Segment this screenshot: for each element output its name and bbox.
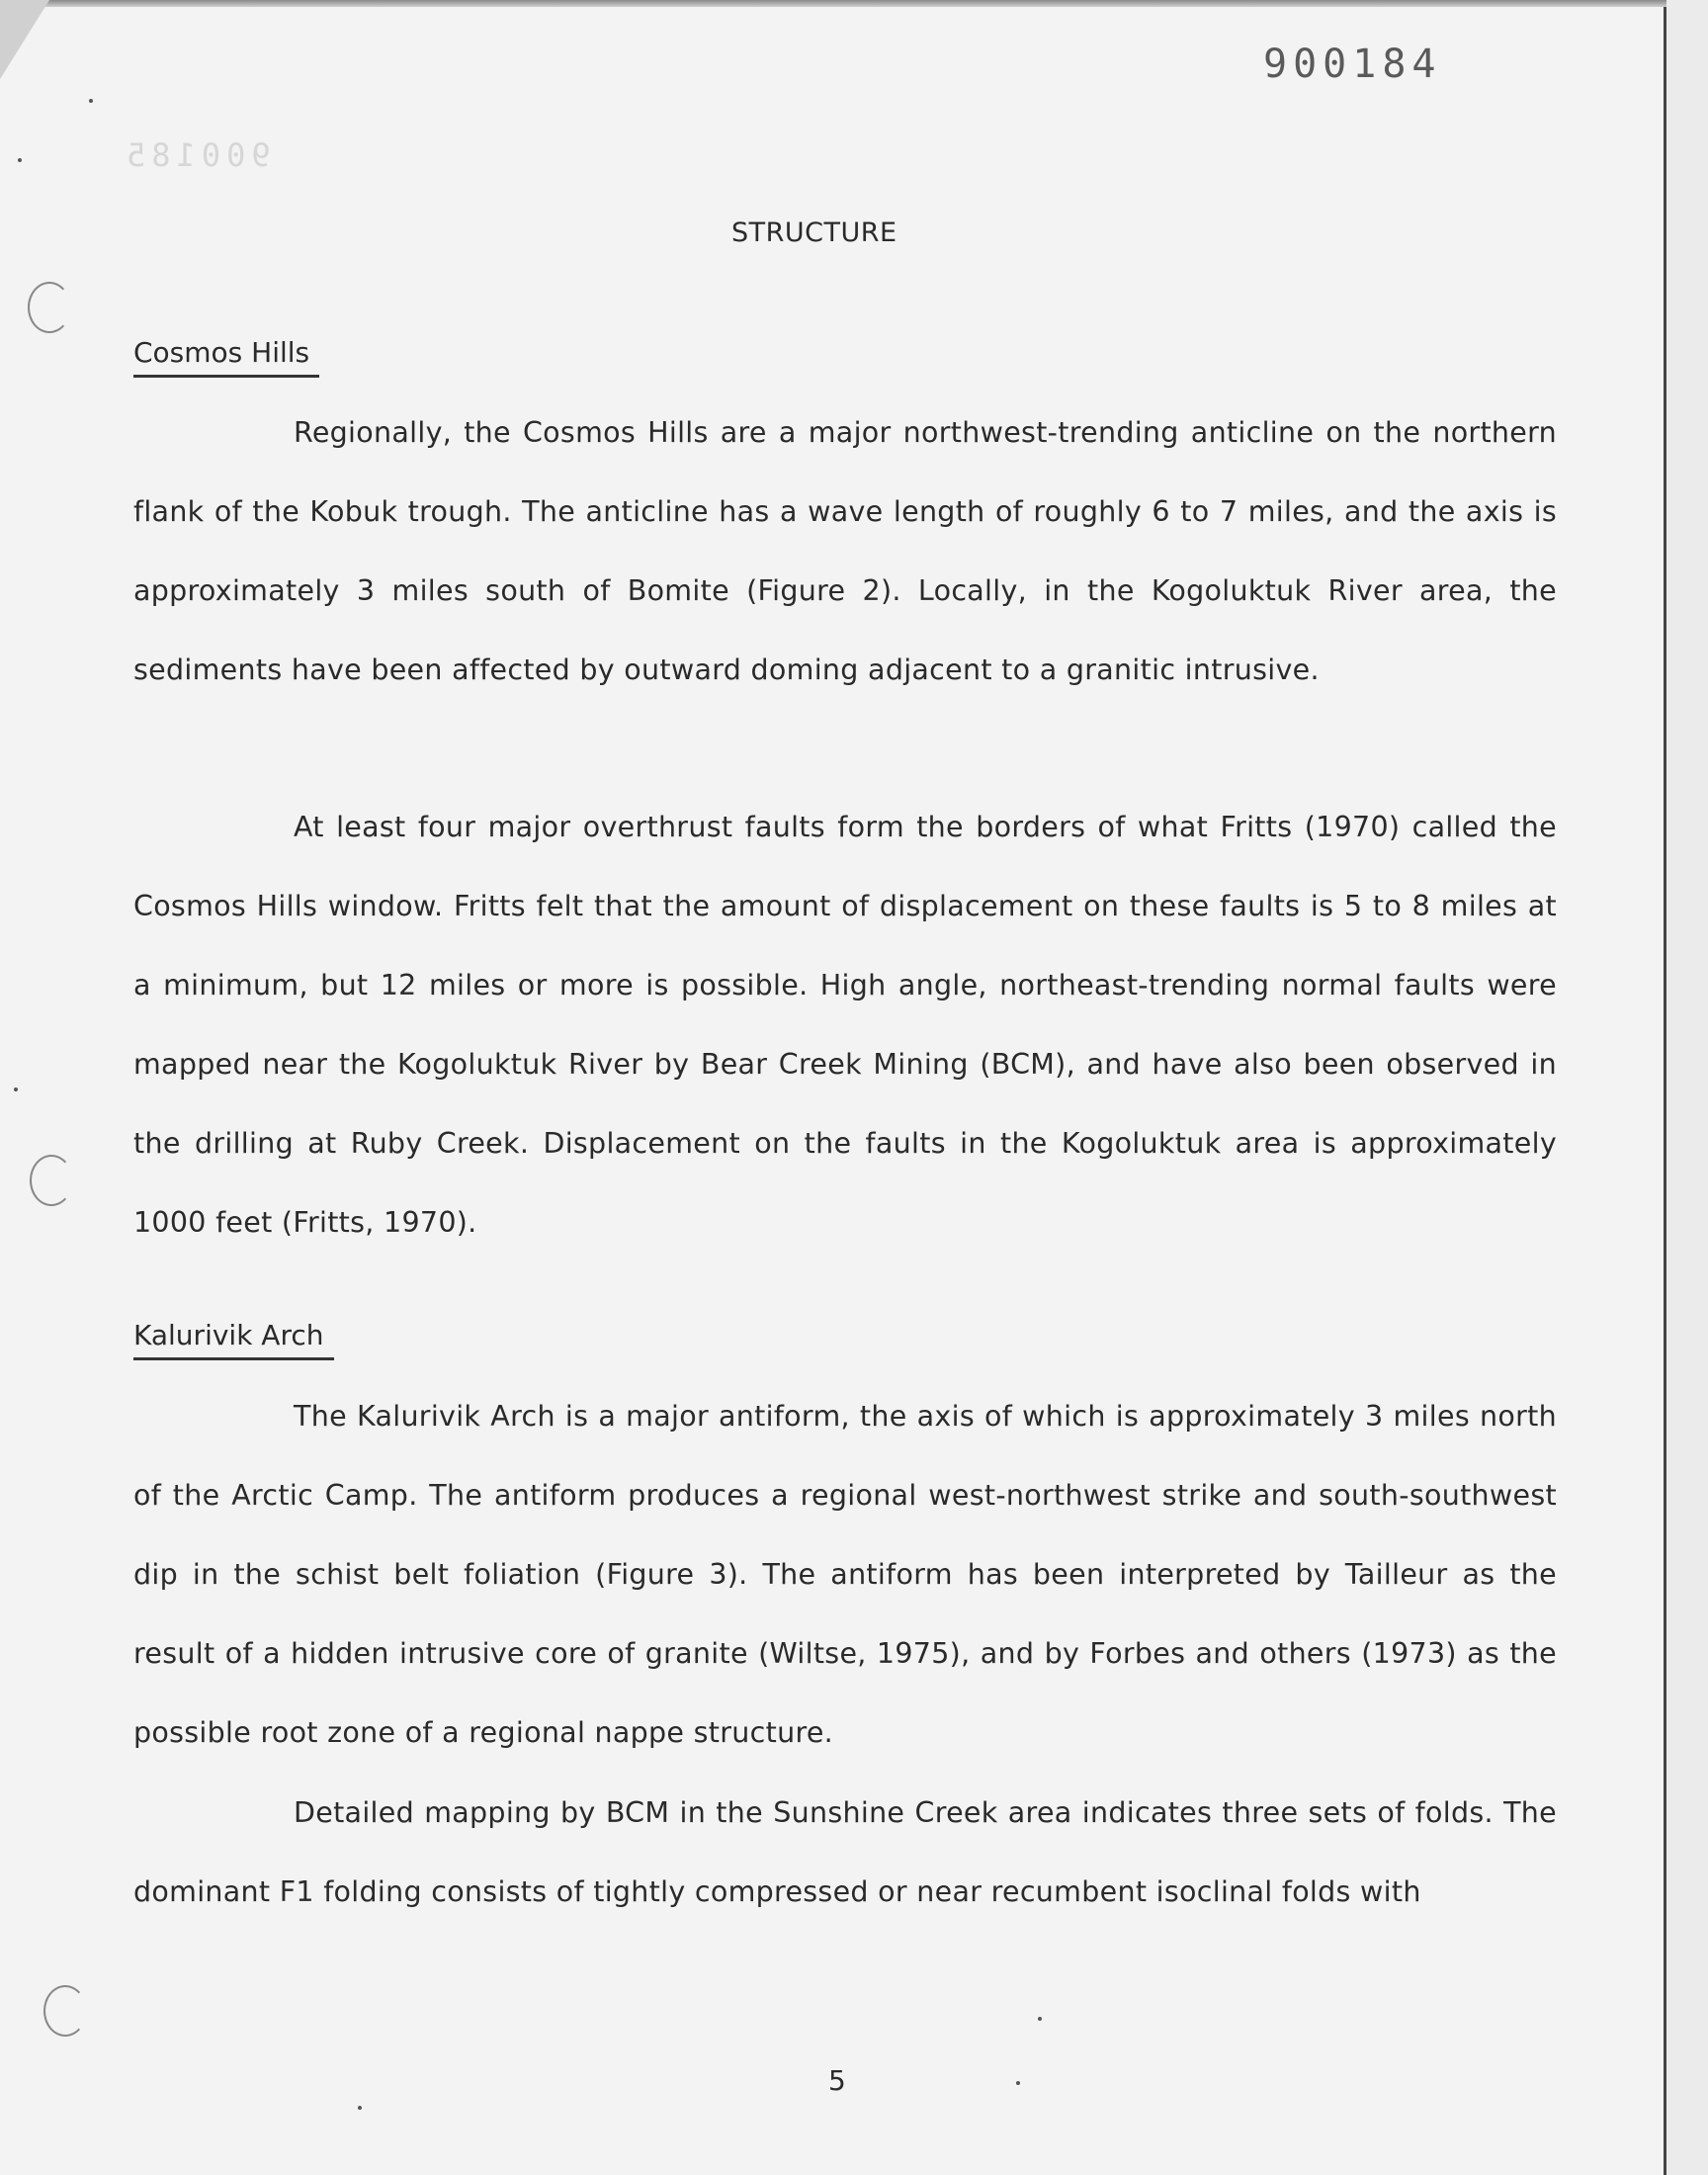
scan-speck [1038, 2017, 1042, 2021]
heading-kalurivik-arch: Kalurivik Arch [133, 1319, 334, 1360]
scan-speck [14, 1088, 18, 1091]
punch-hole-top [28, 282, 71, 333]
scan-speck [89, 99, 93, 103]
page-top-edge [40, 0, 1666, 7]
punch-hole-middle [30, 1155, 73, 1206]
paragraph-cosmos-hills-1: Regionally, the Cosmos Hills are a major northwest-trending anticline on the northern flank of the Kobuk trough. The anticline has a wave length of roughly 6 to 7 miles, and the axis is approximately 3 miles south of Bomite (Figure 2). Locally, in the Kogoluktuk River area, the sediments have been affected by outward doming adjacent to a granitic intrusive. [133, 416, 1557, 686]
scan-speck [1016, 2081, 1020, 2085]
section-title: STRUCTURE [731, 218, 897, 248]
page-number: 5 [828, 2064, 846, 2097]
folded-corner [0, 0, 49, 79]
scan-speck [358, 2106, 362, 2110]
heading-cosmos-hills: Cosmos Hills [133, 336, 319, 378]
paragraph-cosmos-hills-2: At least four major overthrust faults form the borders of what Fritts (1970) called the Cosmos Hills window. Fritts felt that the amount of displacement on these faults is 5 to 8 miles at a minimum, but 12 miles or more is possible. High angle, northeast-trending normal faults were mapped near the Kogoluktuk River by Bear Creek Mining (BCM), and have also been observed in the drilling at Ruby Creek. Displacement on the faults in the Kogoluktuk area is approximately 1000 feet (Fritts, 1970). [133, 811, 1557, 1239]
bleed-through-number: 900185 [121, 136, 271, 174]
paragraph-kalurivik-arch-2: Detailed mapping by BCM in the Sunshine Creek area indicates three sets of folds. The dominant F1 folding consists of tightly compressed or near recumbent isoclinal folds with [133, 1796, 1557, 1908]
punch-hole-bottom [43, 1985, 87, 2037]
scan-speck [18, 158, 22, 162]
document-number: 900184 [1263, 42, 1442, 87]
paragraph-kalurivik-arch-1: The Kalurivik Arch is a major antiform, the axis of which is approximately 3 miles north of the Arctic Camp. The antiform produces a regional west-northwest strike and south-southwest dip in the schist belt foliation (Figure 3). The antiform has been interpreted by Tailleur as the result of a hidden intrusive core of granite (Wiltse, 1975), and by Forbes and others (1973) as the possible root zone of a regional nappe structure. [133, 1400, 1557, 1749]
